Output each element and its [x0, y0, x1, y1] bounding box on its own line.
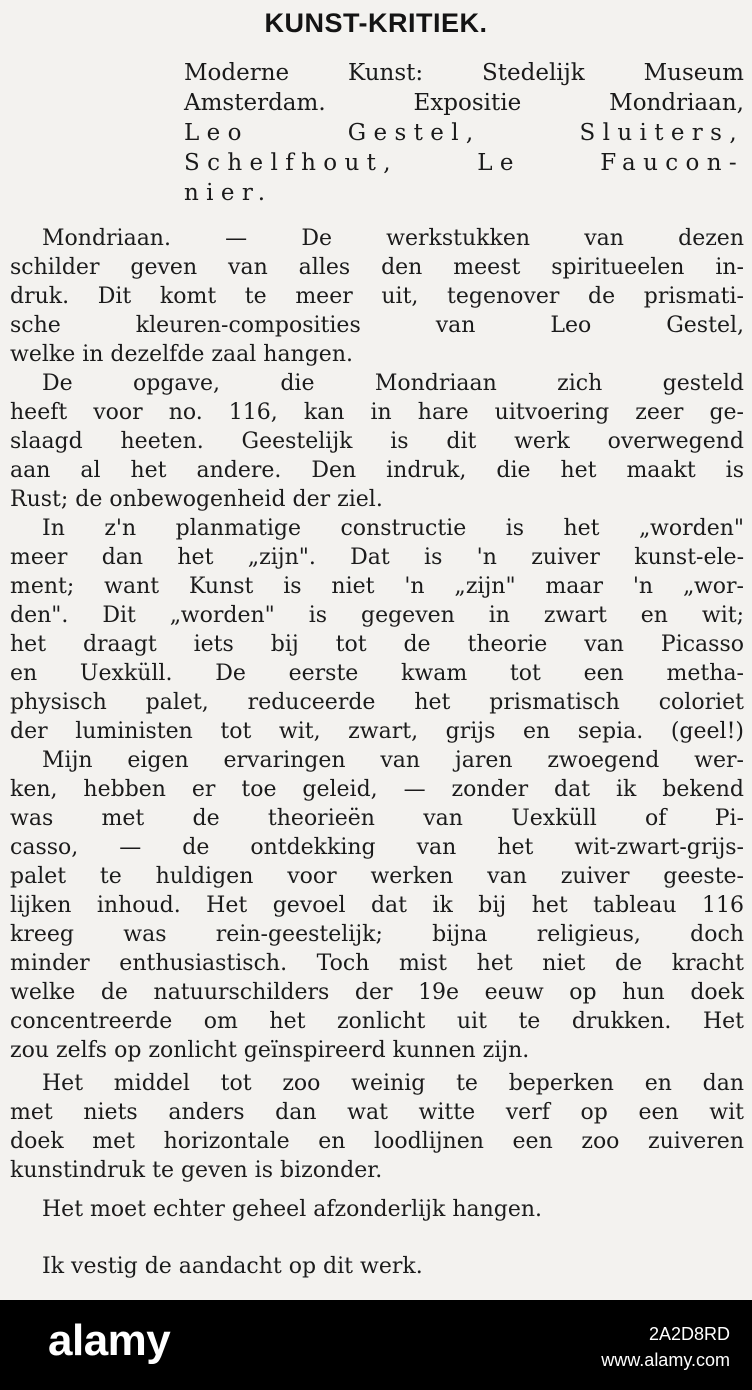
body-line: ken, hebben er toe geleid, — zonder dat ik bekend — [10, 777, 744, 802]
body-line: sche kleuren-composities van Leo Gestel, — [10, 313, 744, 338]
body-line: slaagd heeten. Geestelijk is dit werk overwegend — [10, 429, 744, 454]
body-line: De opgave, die Mondriaan zich gesteld — [42, 371, 744, 396]
body-line: Rust; de onbewogenheid der ziel. — [10, 487, 383, 512]
body-line: en Uexküll. De eerste kwam tot een metha- — [10, 661, 744, 686]
body-line: welke in dezelfde zaal hangen. — [10, 342, 353, 367]
header-line: nier. — [184, 180, 273, 206]
header-line: Schelfhout, Le Faucon- — [184, 150, 744, 176]
article-headline: KUNST-KRITIEK. — [264, 8, 488, 38]
body-line: Het moet echter geheel afzonderlijk hangen. — [42, 1197, 543, 1222]
body-line: schilder geven van alles den meest spiritueelen in- — [10, 255, 744, 280]
body-line: druk. Dit komt te meer uit, tegenover de prismati- — [10, 284, 744, 309]
header-line: Amsterdam. Expositie Mondriaan, — [184, 90, 744, 116]
body-line: kunstindruk te geven is bizonder. — [10, 1158, 383, 1183]
body-line: der luministen tot wit, zwart, grijs en sepia. (geel!) — [10, 719, 744, 744]
body-line: concentreerde om het zonlicht uit te drukken. Het — [10, 1009, 744, 1034]
body-line: Het middel tot zoo weinig te beperken en dan — [42, 1071, 744, 1096]
body-line: het draagt iets bij tot de theorie van Picasso — [10, 632, 744, 657]
body-line: lijken inhoud. Het gevoel dat ik bij het tableau 116 — [10, 893, 744, 918]
body-line: In z'n planmatige constructie is het „worden" — [42, 516, 744, 541]
body-line: zou zelfs op zonlicht geïnspireerd kunnen zijn. — [10, 1038, 530, 1063]
body-line: ment; want Kunst is niet 'n „zijn" maar 'n „wor- — [10, 574, 744, 599]
body-line: minder enthusiastisch. Toch mist het niet de kracht — [10, 951, 744, 976]
body-line: kreeg was rein-geestelijk; bijna religieus, doch — [10, 922, 744, 947]
body-line: heeft voor no. 116, kan in hare uitvoering zeer ge- — [10, 400, 744, 425]
site-url: www.alamy.com — [601, 1350, 730, 1370]
body-line: doek met horizontale en loodlijnen een zoo zuiveren — [10, 1129, 744, 1154]
header-line: Leo Gestel, Sluiters, — [184, 120, 744, 146]
alamy-logo: alamy — [48, 1316, 171, 1365]
body-line: den". Dit „worden" is gegeven in zwart en wit; — [10, 603, 744, 628]
body-line: was met de theorieën van Uexküll of Pi- — [10, 806, 744, 831]
body-line: Mondriaan. — De werkstukken van dezen — [42, 226, 744, 251]
body-line: physisch palet, reduceerde het prismatisch coloriet — [10, 690, 744, 715]
body-line: casso, — de ontdekking van het wit-zwart-grijs- — [10, 835, 744, 860]
body-line: palet te huldigen voor werken van zuiver geeste- — [10, 864, 744, 889]
body-line: Mijn eigen ervaringen van jaren zwoegend wer- — [42, 748, 744, 773]
body-line: met niets anders dan wat witte verf op een wit — [10, 1100, 744, 1125]
closing-line: Ik vestig de aandacht op dit werk. — [42, 1254, 423, 1279]
body-line: meer dan het „zijn". Dat is 'n zuiver kunst-ele- — [10, 545, 744, 570]
stock-photo-footer — [0, 1300, 752, 1390]
body-line: welke de natuurschilders der 19e eeuw op hun doek — [10, 980, 744, 1005]
body-line: aan al het andere. Den indruk, die het maakt is — [10, 458, 744, 483]
header-line: Moderne Kunst: Stedelijk Museum — [184, 60, 744, 86]
image-id: 2A2D8RD — [648, 1324, 730, 1344]
